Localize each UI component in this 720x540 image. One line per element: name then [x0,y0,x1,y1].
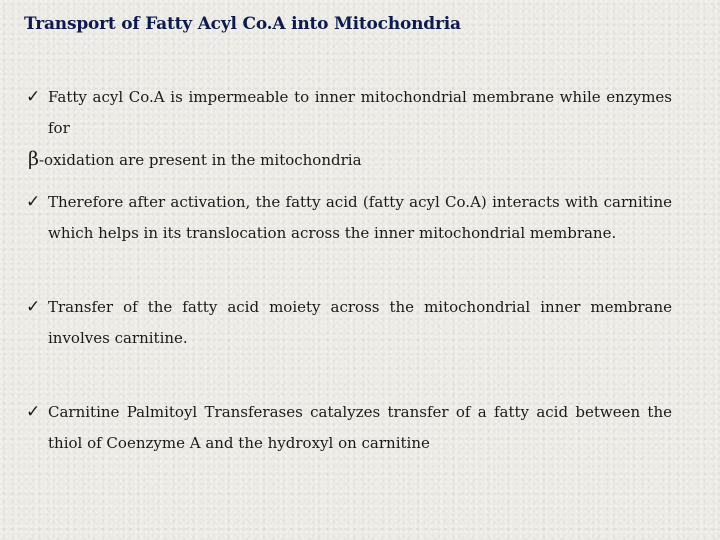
bullet-item [28,292,672,354]
check-mark-icon: ✓ [26,87,41,107]
bullet-item [28,397,672,459]
bullet-line: -oxidation are present in the mitochondria [38,151,362,169]
bullet-line: Fatty acyl Co.A is impermeable to inner mitochondrial membrane while enzymes for [48,88,672,137]
check-mark-icon: ✓ [26,297,41,317]
bullet-item [28,82,672,176]
slide-title: Transport of Fatty Acyl Co.A into Mitochondria [24,14,461,34]
beta-symbol: β [28,148,39,170]
bullet-text: Therefore after activation, the fatty acid (fatty acyl Co.A) interacts with carnitine which helps in its translocation across the inner mitochondrial membrane. [48,193,672,242]
bullet-item [28,187,672,249]
bullet-line-continued [28,148,362,170]
bullet-text: Transfer of the fatty acid moiety across the mitochondrial inner membrane involves carnitine. [48,298,672,347]
bullet-text: Carnitine Palmitoyl Transferases catalyzes transfer of a fatty acid between the thiol of Coenzyme A and the hydroxyl on carnitine [48,403,672,452]
bullet-text [28,82,672,176]
check-mark-icon: ✓ [26,402,41,422]
check-mark-icon: ✓ [26,192,41,212]
